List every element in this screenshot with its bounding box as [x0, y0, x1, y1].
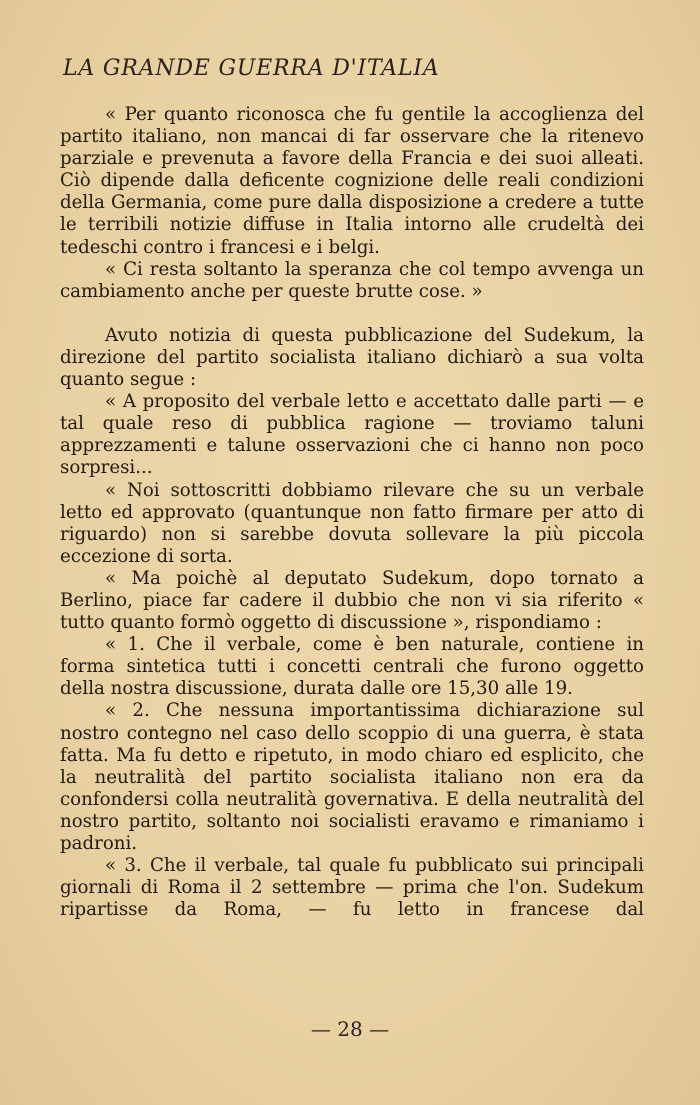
paragraph: « 2. Che nessuna importantissima dichiarazione sul nostro contegno nel caso dello scoppio di una guerra, è stata fatta. Ma fu detto e ripetuto, in modo chiaro ed esplicito, che la neutralità del partito socialista italiano non era da confondersi colla neutralità governativa. E della neutralità del nostro partito, soltanto noi socialisti eravamo e rimaniamo i padroni.	[60, 700, 644, 854]
paragraph: « A proposito del verbale letto e accettato dalle parti — e tal quale reso di pubblica ragione — troviamo taluni apprezzamenti e talune osservazioni che ci hanno non poco sorpresi...	[60, 391, 644, 479]
page-number: — 28 —	[310, 1017, 390, 1041]
paragraph: Avuto notizia di questa pubblicazione del Sudekum, la direzione del partito socialista italiano dichiarò a sua volta quanto segue :	[60, 324, 644, 391]
paragraph: « Per quanto riconosca che fu gentile la accoglienza del partito italiano, non mancai di far osservare che la ritenevo parziale e prevenuta a favore della Francia e dei suoi alleati. Ciò dipende dalla deficente cognizione delle reali condizioni della Germania, come pure dalla disposizione a credere a tutte le terribili notizie diffuse in Italia intorno alle crudeltà dei tedeschi contro i francesi e i belgi.	[60, 104, 644, 258]
paragraph: « Ma poichè al deputato Sudekum, dopo tornato a Berlino, piace far cadere il dubbio che non vi sia riferito « tutto quanto formò oggetto di discussione », rispondiamo :	[60, 567, 644, 634]
paragraph: « 3. Che il verbale, tal quale fu pubblicato sui principali giornali di Roma il 2 settembre — prima che l'on. Sudekum ripartisse da Roma, — fu letto in francese dal	[60, 855, 644, 921]
paragraph: « Noi sottoscritti dobbiamo rilevare che su un verbale letto ed approvato (quantunque non fatto firmare per atto di riguardo) non si sarebbe dovuta sollevare la più piccola eccezione di sorta.	[60, 479, 644, 567]
paragraph: « Ci resta soltanto la speranza che col tempo avvenga un cambiamento anche per queste brutte cose. »	[60, 258, 644, 302]
body-text	[60, 104, 644, 921]
paragraph: « 1. Che il verbale, come è ben naturale, contiene in forma sintetica tutti i concetti centrali che furono oggetto della nostra discussione, durata dalle ore 15,30 alle 19.	[60, 634, 644, 700]
running-head: LA GRANDE GUERRA D'ITALIA	[63, 56, 440, 81]
